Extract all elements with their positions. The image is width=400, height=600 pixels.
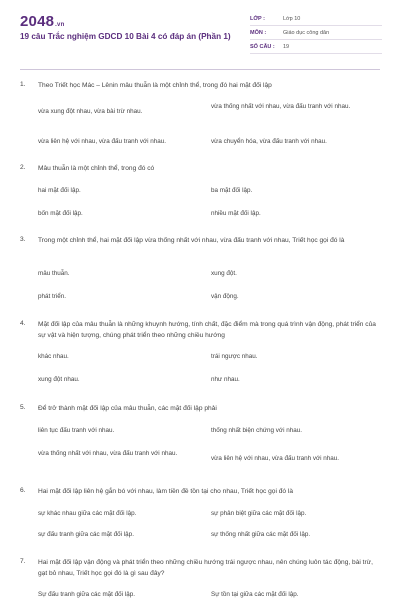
question-number: 5. [20, 404, 26, 411]
option-a[interactable]: liên tục đấu tranh với nhau. [38, 427, 115, 434]
option-c[interactable]: sự đấu tranh giữa các mặt đối lập. [38, 531, 134, 538]
option-d[interactable]: nhiều mặt đối lập. [211, 210, 261, 217]
question-text: Để trở thành mặt đối lập của mâu thuẫn, các mặt đối lập phải [38, 405, 217, 412]
question-number: 4. [20, 320, 26, 327]
question-text: Hai mặt đối lập vận động và phát triển theo những chiều hướng trái ngược nhau, nên chúng luôn tác động, bài trừ, gạt bỏ nhau, Triết học gọi đó là gì sau đây? [38, 559, 373, 577]
option-b[interactable]: ba mặt đối lập. [211, 187, 253, 194]
meta-label: LỚP : [250, 15, 265, 22]
meta-value: Lớp 10 [283, 15, 301, 22]
option-c[interactable]: phát triển. [38, 293, 67, 300]
option-a[interactable]: mâu thuẫn. [38, 270, 70, 277]
option-a[interactable]: vừa xung đột nhau, vừa bài trừ nhau. [38, 108, 143, 115]
option-d[interactable]: như nhau. [211, 376, 240, 383]
option-b[interactable]: trái ngược nhau. [211, 353, 258, 360]
meta-value: 19 [283, 43, 290, 50]
option-c[interactable]: vừa liên hệ với nhau, vừa đấu tranh với nhau. [38, 138, 167, 145]
option-b[interactable]: vừa thống nhất với nhau, vừa đấu tranh với nhau. [211, 103, 351, 110]
question-number: 6. [20, 487, 26, 494]
question-number: 7. [20, 558, 26, 565]
option-a[interactable]: Sự đấu tranh giữa các mặt đối lập. [38, 591, 135, 598]
option-a[interactable]: hai mặt đối lập. [38, 187, 81, 194]
question-number: 2. [20, 164, 26, 171]
question-text: Mặt đối lập của mâu thuẫn là những khuynh hướng, tính chất, đặc điểm mà trong quá trình vận động, phát triển của sự vật và hiện tượng, chúng phát triển theo những chiều hướng [38, 321, 376, 339]
meta-value: Giáo dục công dân [283, 29, 330, 36]
option-d[interactable]: vận động. [211, 293, 239, 300]
option-c[interactable]: bốn mặt đối lập. [38, 210, 83, 217]
question-text: Trong một chỉnh thể, hai mặt đối lập vừa thống nhất với nhau, vừa đấu tranh với nhau, Triết học gọi đó là [38, 237, 345, 244]
meta-label: SỐ CÂU : [250, 43, 275, 50]
question-text: Mâu thuẫn là một chỉnh thể, trong đó có [38, 165, 155, 172]
option-b[interactable]: thống nhất biện chứng với nhau. [211, 427, 302, 434]
option-c[interactable]: vừa thống nhất với nhau, vừa đấu tranh với nhau. [38, 450, 178, 457]
document-title: 19 câu Trắc nghiệm GDCD 10 Bài 4 có đáp án (Phần 1) [20, 32, 231, 41]
option-a[interactable]: sự khác nhau giữa các mặt đối lập. [38, 510, 137, 517]
meta-label: MÔN : [250, 29, 267, 36]
logo-tld: .vn [55, 22, 65, 28]
option-d[interactable]: vừa chuyển hóa, vừa đấu tranh với nhau. [211, 138, 327, 145]
option-b[interactable]: Sự tồn tại giữa các mặt đối lập. [211, 591, 299, 598]
option-a[interactable]: khác nhau. [38, 353, 69, 360]
question-number: 3. [20, 236, 26, 243]
option-b[interactable]: sự phân biệt giữa các mặt đối lập. [211, 510, 307, 517]
option-b[interactable]: xung đột. [211, 270, 237, 277]
option-c[interactable]: xung đột nhau. [38, 376, 80, 383]
option-d[interactable]: vừa liên hệ với nhau, vừa đấu tranh với nhau. [211, 455, 340, 462]
question-number: 1. [20, 81, 26, 88]
logo-text: 2048 [20, 13, 55, 30]
question-text: Theo Triết học Mác – Lênin mâu thuẫn là một chỉnh thể, trong đó hai mặt đối lập [38, 82, 272, 89]
option-d[interactable]: sự thống nhất giữa các mặt đối lập. [211, 531, 311, 538]
question-text: Hai mặt đối lập liên hệ gắn bó với nhau, làm tiền đề tồn tại cho nhau, Triết học gọi đó là [38, 488, 294, 495]
